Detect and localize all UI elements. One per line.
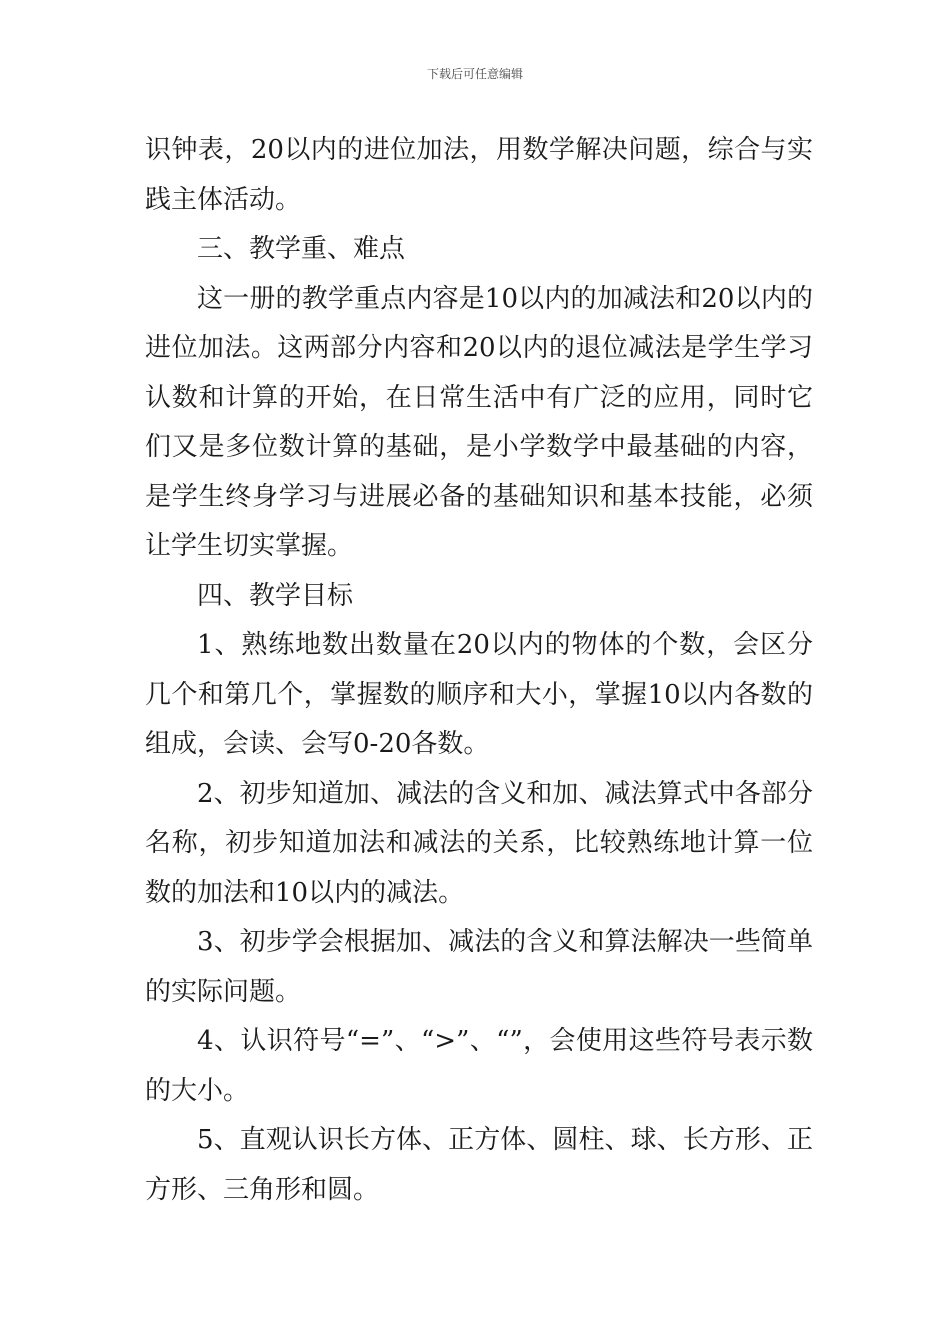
paragraph-continuation: 识钟表，20以内的进位加法，用数学解决问题，综合与实践主体活动。 [145,135,813,215]
page-header: 下载后可任意编辑 [426,67,523,81]
paragraph-key-points: 这一册的教学重点内容是10以内的加减法和20以内的进位加法。这两部分内容和20以内的退位减法是学生学习认数和计算的开始，在日常生活中有广泛的应用，同时它们又是多位数计算的基础，是小学数学中最基础的内容，是学生终身学习与进展必备的基础知识和基本技能，必须让学生切实掌握。 [145,283,813,561]
objective-item-5: 5、直观认识长方体、正方体、圆柱、球、长方形、正方形、三角形和圆。 [145,1125,813,1205]
objective-item-1: 1、熟练地数出数量在20以内的物体的个数，会区分几个和第几个，掌握数的顺序和大小，掌握10以内各数的组成，会读、会写0-20各数。 [145,630,813,759]
objective-item-3: 3、初步学会根据加、减法的含义和算法解决一些简单的实际问题。 [145,927,813,1007]
objective-item-4: 4、认识符号“=”、“>”、“”，会使用这些符号表示数的大小。 [145,1026,813,1106]
objective-item-2: 2、初步知道加、减法的含义和加、减法算式中各部分名称，初步知道加法和减法的关系，比较熟练地计算一位数的加法和10以内的减法。 [145,778,813,908]
document-body [145,126,813,1215]
section-heading-key-points: 三、教学重、难点 [197,234,406,264]
section-heading-objectives: 四、教学目标 [197,580,354,611]
